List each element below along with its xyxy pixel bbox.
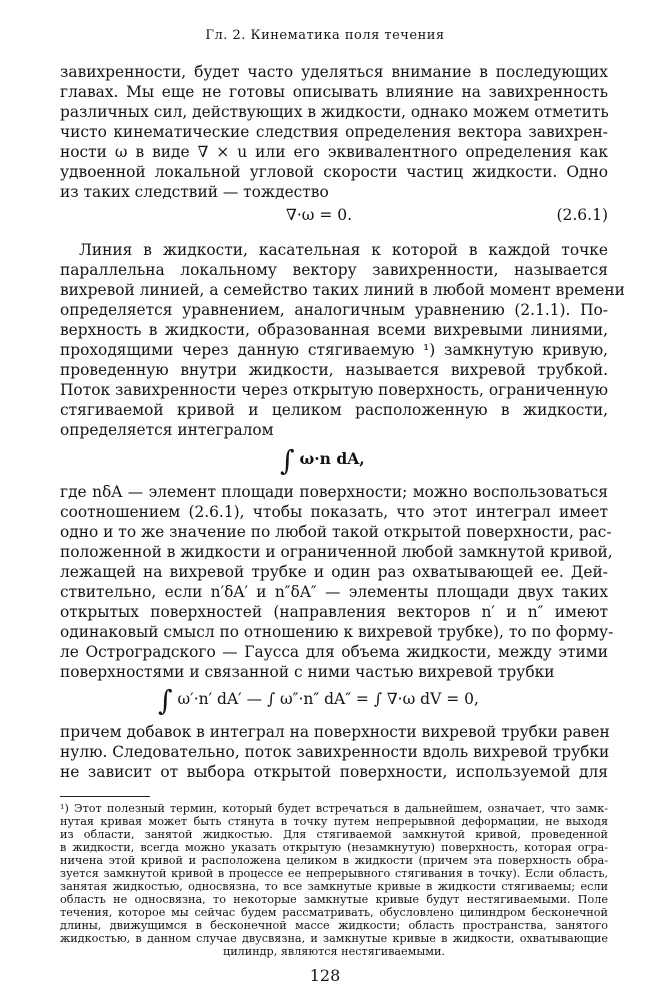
footnote-line: течения, которое мы сейчас будем рассматривать, обусловлено цилиндром бесконечной <box>60 906 608 919</box>
equation-text: ω·n dA, <box>299 449 365 468</box>
body-line: параллельна локальному вектору завихренности, называется <box>60 261 608 279</box>
footnote-line: занятая жидкостью, односвязна, то все замкнутые кривые в жидкости стягиваемы; если <box>60 880 608 893</box>
footnote-divider <box>60 796 150 797</box>
body-line: не зависит от выбора открытой поверхности, используемой для <box>60 763 608 781</box>
footnote-line: область не односвязна, то некоторые замкнутые кривые будут нестягиваемыми. Поле <box>60 893 608 906</box>
body-line: верхность в жидкости, образованная всеми вихревыми линиями, <box>60 321 608 339</box>
body-line: Линия в жидкости, касательная к которой в каждой точке <box>79 241 608 259</box>
body-line: проходящими через данную стягиваемую ¹) замкнутую кривую, <box>60 341 608 359</box>
body-line: определяется уравнением, аналогичным уравнению (2.1.1). По- <box>60 301 608 319</box>
body-line: положенной в жидкости и ограниченной любой замкнутой кривой, <box>60 543 613 561</box>
footnote-line: в жидкости, всегда можно указать открытую (незамкнутую) поверхность, которая огра- <box>60 841 608 854</box>
footnote-line: зуется замкнутой кривой в процессе ее непрерывного стягивания в точку). Если область, <box>60 867 608 880</box>
integral-sign: ∫ <box>280 444 295 477</box>
body-line: завихренности, будет часто уделяться внимание в последующих <box>60 63 608 81</box>
footnote-line: из области, занятой жидкостью. Для стягиваемой замкнутой кривой, проведенной <box>60 828 608 841</box>
body-line: ности ω в виде ∇ × u или его эквивалентного определения как <box>60 143 608 161</box>
body-line: чисто кинематические следствия определения вектора завихрен- <box>60 123 608 141</box>
equation-text: ω′·n′ dA′ — ∫ ω″·n″ dA″ = ∫ ∇·ω dV = 0, <box>177 690 479 708</box>
body-line: различных сил, действующих в жидкости, однако можем отметить <box>60 103 609 121</box>
body-line: одно и то же значение по любой такой открытой поверхности, рас- <box>60 523 612 541</box>
body-line: ствительно, если n′δA′ и n″δA″ — элементы площади двух таких <box>60 583 608 601</box>
footnote-line: ¹) Этот полезный термин, который будет встречаться в дальнейшем, означает, что замк- <box>60 802 608 815</box>
body-line: открытых поверхностей (направления векторов n′ и n″ имеют <box>60 603 608 621</box>
body-line: где nδA — элемент площади поверхности; можно воспользоваться <box>60 483 608 501</box>
running-header: Гл. 2. Кинематика поля течения <box>205 28 445 43</box>
body-line: нулю. Следовательно, поток завихренности вдоль вихревой трубки <box>60 743 610 761</box>
equation-gauss <box>158 684 479 717</box>
footnote-line: длины, движущимся в бесконечной массе жидкости; область пространства, занятого <box>60 919 608 932</box>
body-line: причем добавок в интеграл на поверхности вихревой трубки равен <box>60 723 610 741</box>
integral-sign: ∫ <box>158 684 173 717</box>
body-line: определяется интегралом <box>60 421 274 439</box>
footnote-line: ничена этой кривой и расположена целиком в жидкости (причем эта поверхность обра- <box>60 854 608 867</box>
footnote-line: жидкостью, в данном случае двусвязна, и замкнутые кривые в жидкости, охватывающие <box>60 932 608 945</box>
page-number: 128 <box>309 966 341 985</box>
body-line: проведенную внутри жидкости, называется вихревой трубкой. <box>60 361 608 379</box>
body-line: Поток завихренности через открытую поверхность, ограниченную <box>60 381 608 399</box>
footnote-line: цилиндр, являются нестягиваемыми. <box>223 945 445 958</box>
footnote-line: нутая кривая может быть стянута в точку путем непрерывной деформации, не выходя <box>60 815 608 828</box>
body-line: поверхностями и связанной с ними частью вихревой трубки <box>60 663 555 681</box>
equation-number: (2.6.1) <box>556 206 608 224</box>
body-line: вихревой линией, а семейство таких линий в любой момент времени <box>60 281 625 299</box>
body-line: одинаковый смысл по отношению к вихревой трубке), то по форму- <box>60 623 614 641</box>
body-line: лежащей на вихревой трубке и один раз охватывающей ее. Дей- <box>60 563 608 581</box>
body-line: удвоенной локальной угловой скорости частиц жидкости. Одно <box>60 163 608 181</box>
body-line: стягиваемой кривой и целиком расположенную в жидкости, <box>60 401 608 419</box>
body-line: главах. Мы еще не готовы описывать влияние на завихренность <box>60 83 608 101</box>
body-line: из таких следствий — тождество <box>60 183 329 201</box>
body-line: соотношением (2.6.1), чтобы показать, что этот интеграл имеет <box>60 503 608 521</box>
equation-flux-integral <box>280 444 365 477</box>
body-line: ле Остроградского — Гаусса для объема жидкости, между этими <box>60 643 608 661</box>
equation-2-6-1: ∇·ω = 0. <box>286 206 353 224</box>
